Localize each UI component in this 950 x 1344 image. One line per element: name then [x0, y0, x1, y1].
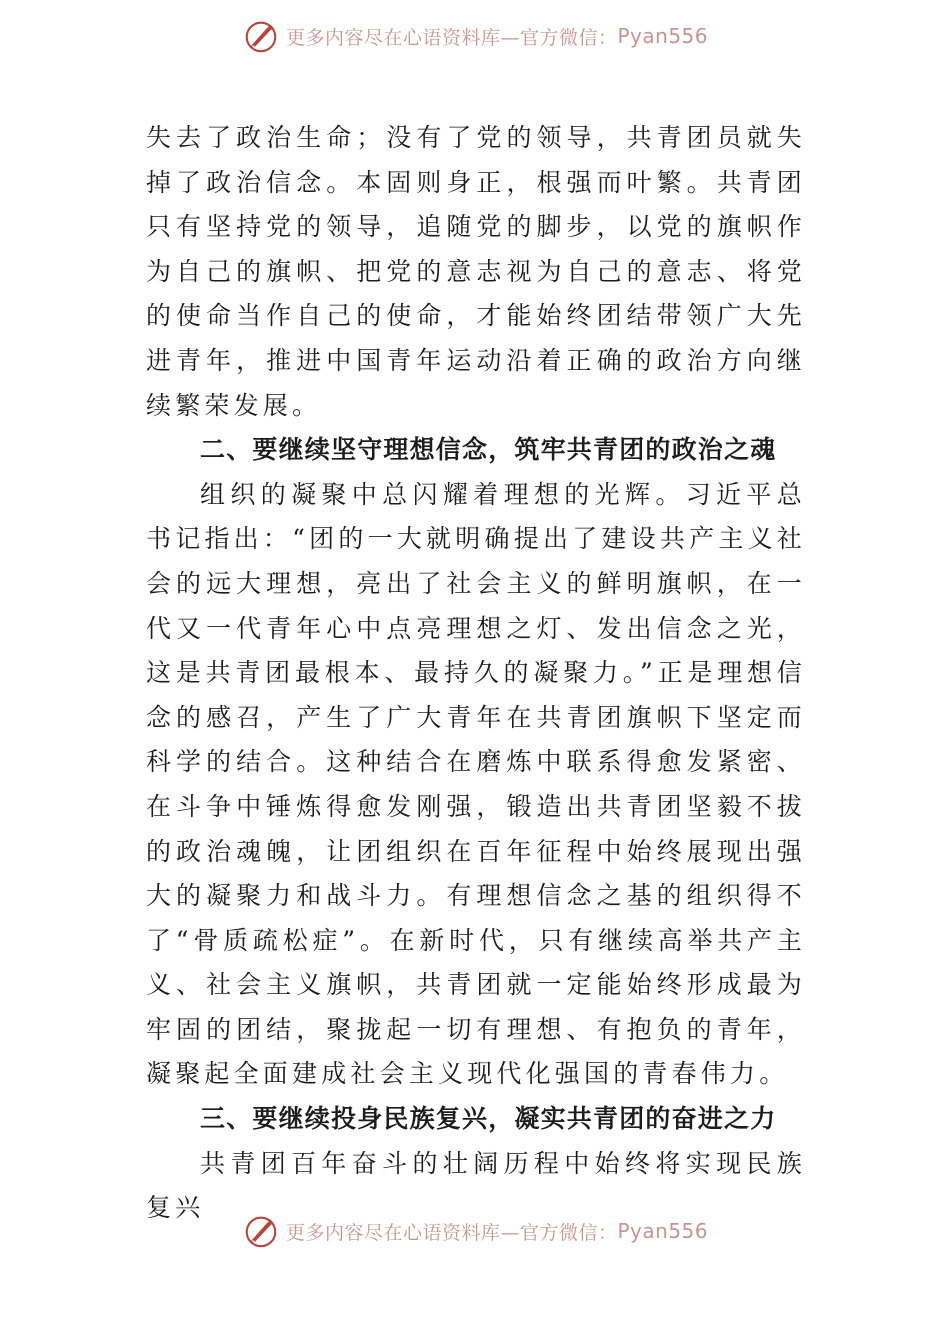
section-heading-2: 二、要继续坚守理想信念，筑牢共青团的政治之魂: [200, 435, 777, 465]
paragraph-1: 失去了政治生命；没有了党的领导，共青团员就失掉了政治信念。本固则身正，根强而叶繁。共青团只有坚持党的领导，追随党的脚步，以党的旗帜作为自己的旗帜、把党的意志视为自己的意志、将党的使命当作自己的使命，才能始终团结带领广大先进青年，推进中国青年运动沿着正确的政治方向继续繁荣发展。: [146, 123, 806, 420]
paragraph-3: 共青团百年奋斗的壮阔历程中始终将实现民族复兴: [146, 1148, 806, 1223]
footer-banner: [0, 1209, 950, 1253]
footer-wechat-id: Pyan556: [617, 1219, 709, 1243]
pen-logo-icon: [242, 1212, 280, 1250]
header-banner: [0, 14, 950, 58]
header-wechat-id: Pyan556: [617, 24, 709, 48]
pen-logo-icon: [242, 17, 280, 55]
paragraph-2: 组织的凝聚中总闪耀着理想的光辉。习近平总书记指出：“团的一大就明确提出了建设共产主义社会的远大理想，亮出了社会主义的鲜明旗帜，在一代又一代青年心中点亮理想之灯、发出信念之光，这是共青团最根本、最持久的凝聚力。”正是理想信念的感召，产生了广大青年在共青团旗帜下坚定而科学的结合。这种结合在磨炼中联系得愈发紧密、在斗争中锤炼得愈发刚强，锻造出共青团坚毅不拔的政治魂魄，让团组织在百年征程中始终展现出强大的凝聚力和战斗力。有理想信念之基的组织得不了“骨质疏松症”。在新时代，只有继续高举共产主义、社会主义旗帜，共青团就一定能始终形成最为牢固的团结，聚拢起一切有理想、有抱负的青年，凝聚起全面建成社会主义现代化强国的青春伟力。: [146, 479, 806, 1089]
section-heading-3: 三、要继续投身民族复兴，凝实共青团的奋进之力: [200, 1104, 777, 1134]
header-banner-text: 更多内容尽在心语资料库—官方微信：: [285, 26, 618, 49]
footer-banner-text: 更多内容尽在心语资料库—官方微信：: [285, 1221, 618, 1244]
document-body: [146, 116, 806, 1231]
